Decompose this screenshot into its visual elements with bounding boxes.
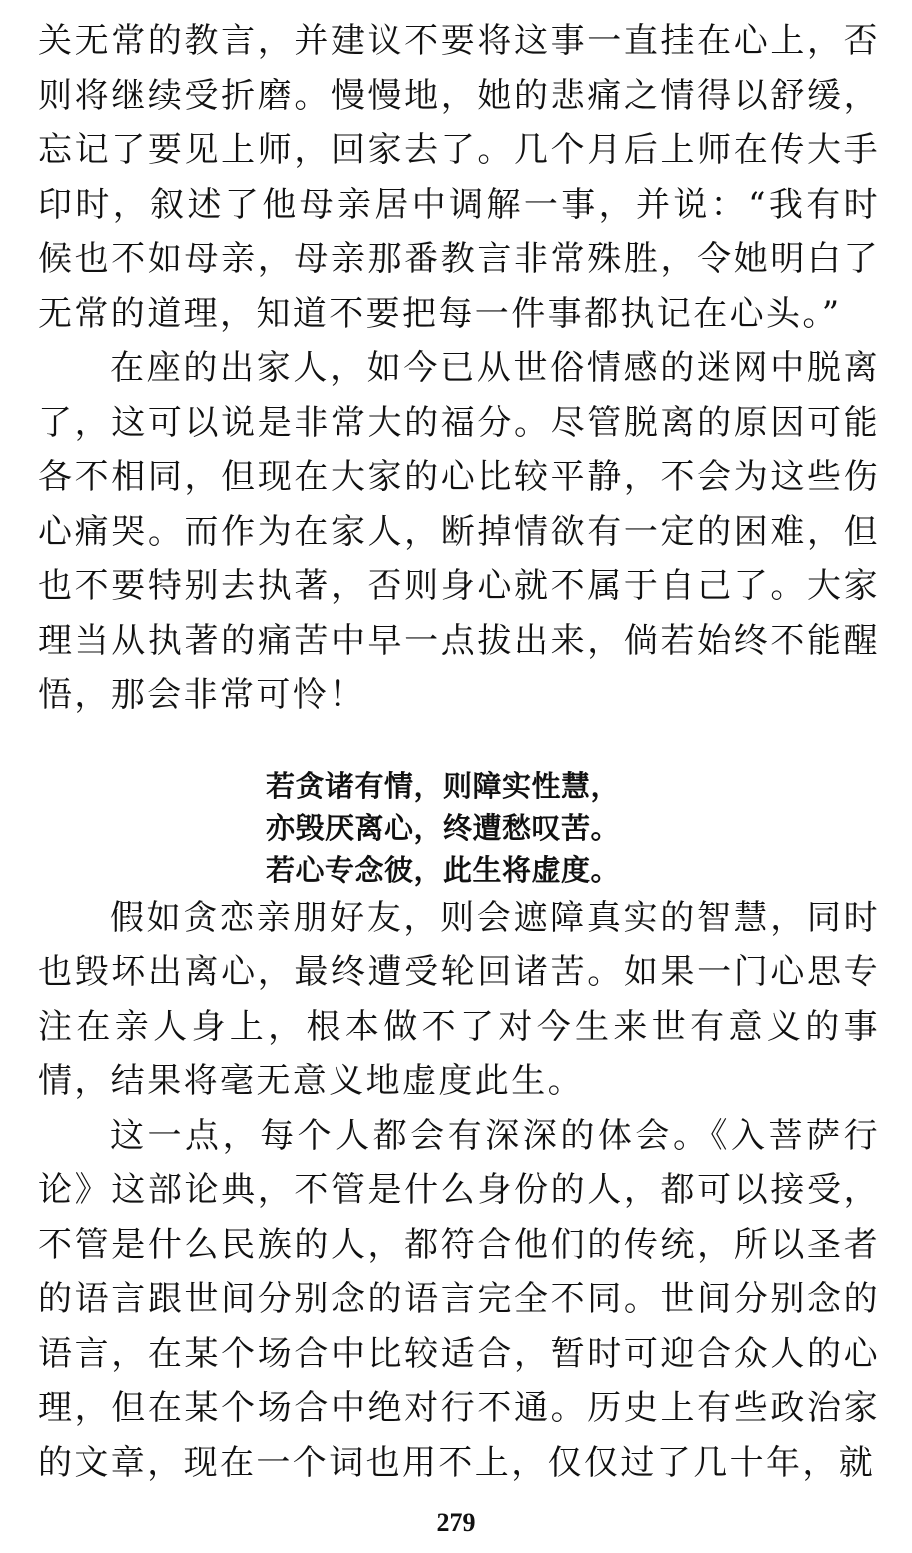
verse-block [38,765,880,891]
paragraph-4: 这一点，每个人都会有深深的体会。《入菩萨行论》这部论典，不管是什么身份的人，都可以接受，不管是什么民族的人，都符合他们的传统，所以圣者的语言跟世间分别念的语言完全不同。世间分别念的语言，在某个场合中比较适合，暂时可迎合众人的心理，但在某个场合中绝对行不通。历史上有些政治家的文章，现在一个词也用不上，仅仅过了几十年，就 [38,1115,880,1483]
paragraph-3: 假如贪恋亲朋好友，则会遮障真实的智慧，同时也毁坏出离心，最终遭受轮回诸苦。如果一门心思专注在亲人身上，根本做不了对今生来世有意义的事情，结果将毫无意义地虚度此生。 [38,897,880,1101]
verse-line-1: 若贪诸有情，则障实性慧， [266,768,621,803]
paragraph-2: 在座的出家人，如今已从世俗情感的迷网中脱离了，这可以说是非常大的福分。尽管脱离的原因可能各不相同，但现在大家的心比较平静，不会为这些伤心痛哭。而作为在家人，断掉情欲有一定的困难，但也不要特别去执著，否则身心就不属于自己了。大家理当从执著的痛苦中早一点拔出来，倘若始终不能醒悟，那会非常可怜！ [38,348,880,715]
verse-line-3: 若心专念彼，此生将虚度。 [266,852,621,887]
page-body [38,14,880,1490]
verse-line-2: 亦毁厌离心，终遭愁叹苦。 [266,810,621,845]
page-number: 279 [436,1508,476,1537]
paragraph-1: 关无常的教言，并建议不要将这事一直挂在心上，否则将继续受折磨。慢慢地，她的悲痛之情得以舒缓，忘记了要见上师，回家去了。几个月后上师在传大手印时，叙述了他母亲居中调解一事，并说：“我有时候也不如母亲，母亲那番教言非常殊胜，令她明白了无常的道理，知道不要把每一件事都执记在心头。” [38,21,880,334]
